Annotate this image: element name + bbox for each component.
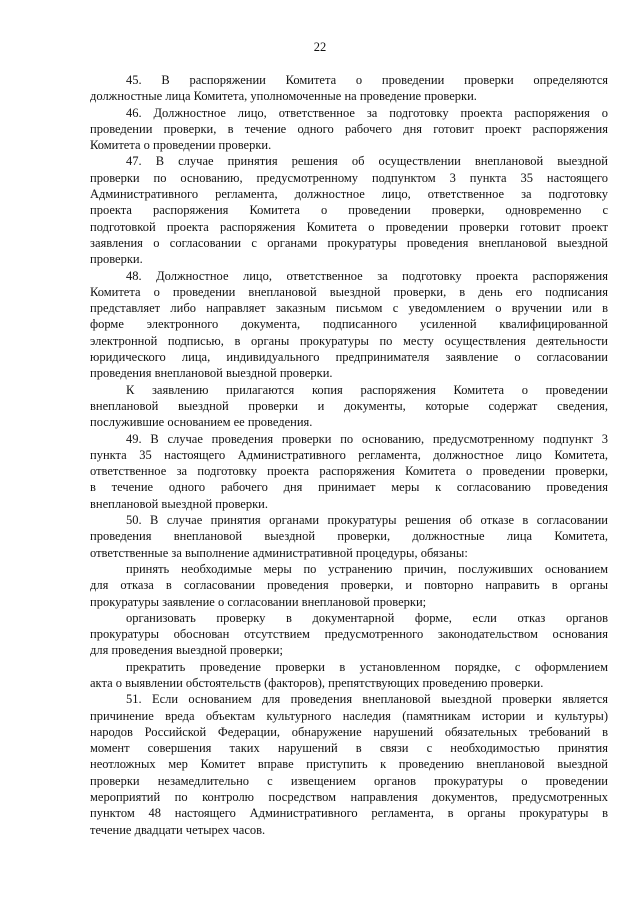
text-line: для отказа в согласовании проведения проверки, и повторно направить в органы xyxy=(90,578,608,593)
page-number: 22 xyxy=(313,40,327,54)
text-line: пункта 35 настоящего Административного регламента, должностное лицо Комитета, xyxy=(90,447,608,462)
text-line: организовать проверку в документарной форме, если отказ органов xyxy=(126,610,608,625)
text-line: момент совершения таких нарушений в связи с необходимостью принятия xyxy=(90,741,608,756)
text-line: пунктом 48 настоящего Административного регламента, в органы прокуратуры в xyxy=(90,806,608,821)
text-line: принять необходимые меры по устранению причин, послуживших основанием xyxy=(126,561,608,576)
text-line: форме электронного документа, подписанного усиленной квалифицированной xyxy=(90,317,608,332)
text-line: проверки. xyxy=(90,252,143,267)
text-line: прекратить проведение проверки в установленном порядке, с оформлением xyxy=(126,659,608,674)
text-line: проверки по основанию, предусмотренному подпунктом 3 пункта 35 настоящего xyxy=(90,170,608,185)
text-line: Комитета о проведении проверки. xyxy=(90,138,272,153)
text-line: неотложных мер Комитет вправе приступить к проведению внеплановой выездной xyxy=(90,757,608,772)
text-line: внеплановой выездной проверки и документы, которые содержат сведения, xyxy=(90,398,608,413)
text-line: юридического лица, индивидуального предпринимателя заявление о согласовании xyxy=(90,350,608,365)
text-line: течение двадцати четырех часов. xyxy=(90,822,266,837)
text-line: акта о выявлении обстоятельств (факторов), препятствующих проведению проверки. xyxy=(90,675,544,690)
text-line: проекта распоряжения Комитета о проведении проверки, одновременно с xyxy=(90,203,608,218)
text-line: подготовкой проекта распоряжения Комитета о проведении проверки готовит проект xyxy=(90,219,608,234)
text-line: проведении проверки, в течение одного рабочего дня готовит проект распоряжения xyxy=(90,121,608,136)
text-line: в течение одного рабочего дня принимает меры к согласованию проведения xyxy=(90,480,608,495)
text-line: народов Российской Федерации, обнаружение нарушений обязательных требований в xyxy=(90,724,608,739)
text-line: проведения внеплановой выездной проверки, должностные лица Комитета, xyxy=(90,529,608,544)
text-line: причинение вреда объектам культурного наследия (памятникам истории и культуры) xyxy=(90,708,608,723)
text-line: заявления о согласовании с органами прокуратуры проведения внеплановой выездной xyxy=(90,235,608,250)
text-line: ответственное за подготовку проекта распоряжения Комитета о проведении проверки, xyxy=(90,464,608,479)
text-line: электронной подписью, в органы прокуратуры по месту осуществления деятельности xyxy=(90,333,608,348)
text-line: проведения внеплановой выездной проверки. xyxy=(90,366,333,381)
text-line: представляет либо направляет заказным письмом с уведомлением о вручении или в xyxy=(90,301,608,316)
text-line: для проведения выездной проверки; xyxy=(90,643,283,658)
text-line: должностные лица Комитета, уполномоченные на проведение проверки. xyxy=(90,89,477,104)
text-line: Административного регламента, должностное лицо, ответственное за подготовку xyxy=(90,187,608,202)
text-line: мероприятий по контролю посредством направления документов, предусмотренных xyxy=(90,790,608,805)
text-line: проверки незамедлительно с извещением органов прокуратуры о проведении xyxy=(90,773,608,788)
text-line: 49. В случае проведения проверки по основанию, предусмотренному подпункт 3 xyxy=(126,431,608,446)
text-line: К заявлению прилагаются копия распоряжения Комитета о проведении xyxy=(126,382,608,397)
text-line: 45. В распоряжении Комитета о проведении проверки определяются xyxy=(126,73,608,87)
text-line: 51. Если основанием для проведения внеплановой выездной проверки является xyxy=(126,692,608,707)
text-line: Комитета о проведении внеплановой выездной проверки, в день его подписания xyxy=(90,284,608,299)
text-line: 50. В случае принятия органами прокуратуры решения об отказе в согласовании xyxy=(126,513,608,528)
text-line: 48. Должностное лицо, ответственное за подготовку проекта распоряжения xyxy=(126,268,608,283)
text-line: прокуратуры заявление о согласовании внеплановой проверки; xyxy=(90,594,427,609)
text-line: 46. Должностное лицо, ответственное за подготовку проекта распоряжения о xyxy=(126,105,608,120)
document-body xyxy=(90,72,608,838)
text-line: 47. В случае принятия решения об осуществлении внеплановой выездной xyxy=(126,154,608,169)
text-line: внеплановой выездной проверки. xyxy=(90,496,268,511)
text-line: прокуратуры обоснован отсутствием предусмотренного законодательством основания xyxy=(90,627,608,642)
text-line: послужившие основанием ее проведения. xyxy=(90,415,313,430)
text-line: ответственные за выполнение административной процедуры, обязаны: xyxy=(90,545,468,560)
